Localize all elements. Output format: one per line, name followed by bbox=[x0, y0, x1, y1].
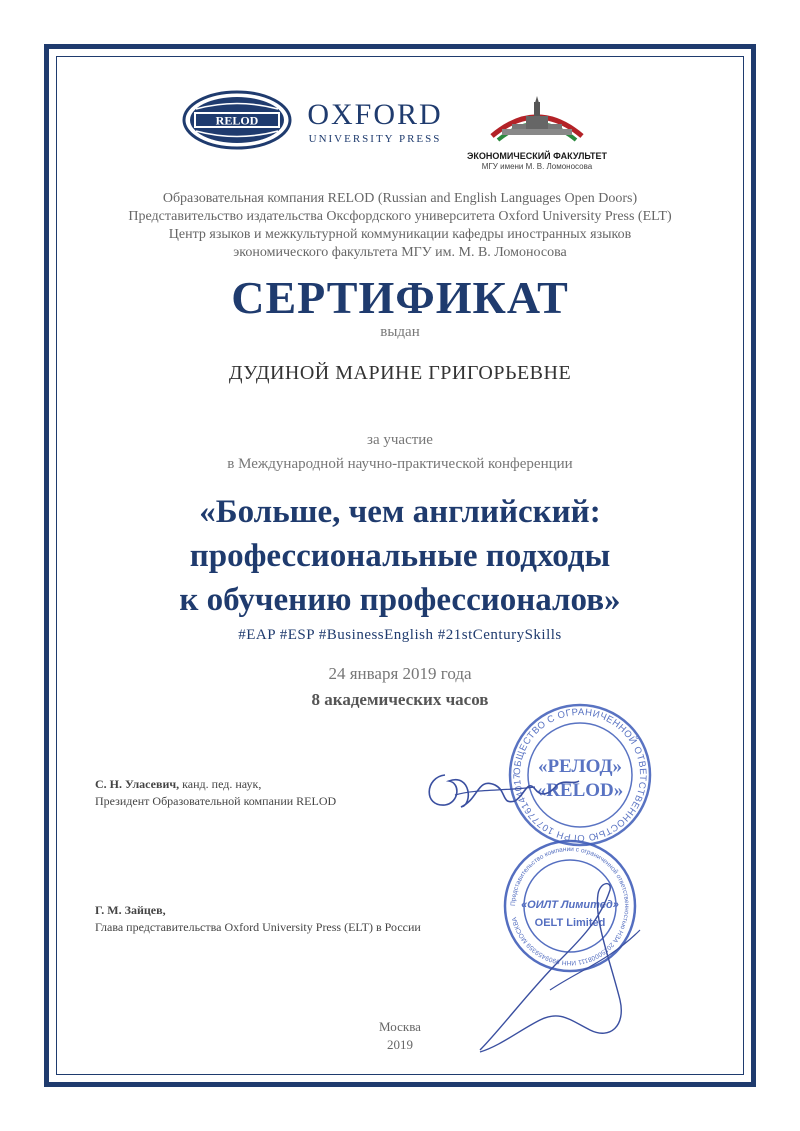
signatory-1 bbox=[95, 776, 336, 810]
relod-logo bbox=[182, 90, 292, 155]
signatory-1-degree: канд. пед. наук, bbox=[179, 777, 262, 791]
footer-year: 2019 bbox=[387, 1037, 413, 1052]
signatory-1-name: С. Н. Уласевич, bbox=[95, 777, 180, 791]
signatory-2 bbox=[95, 902, 421, 936]
conference-title-line-3: к обучению профессионалов» bbox=[179, 582, 621, 618]
oxford-logo bbox=[300, 100, 450, 145]
oelt-stamp-line-2: OELT Limited bbox=[534, 917, 606, 929]
recipient-name: ДУДИНОЙ МАРИНЕ ГРИГОРЬЕВНЕ bbox=[228, 362, 572, 384]
oxford-logo-sub: UNIVERSITY PRESS bbox=[308, 133, 442, 145]
issuer-line-2: Представительство издательства Оксфордского университета Oxford University Press (ELT) bbox=[128, 209, 672, 224]
academic-hours: 8 академических часов bbox=[311, 690, 489, 709]
signatory-2-role: Глава представительства Oxford University Press (ELT) в России bbox=[95, 920, 421, 934]
conference-title bbox=[60, 490, 740, 622]
relod-stamp-ring: ОБЩЕСТВО С ОГРАНИЧЕННОЙ ОТВЕТСТВЕННОСТЬЮ ОГРН 107776144017 bbox=[511, 706, 649, 844]
econ-faculty-title: ЭКОНОМИЧЕСКИЙ ФАКУЛЬТЕТ bbox=[467, 151, 607, 161]
issuers-text bbox=[60, 190, 740, 262]
issuer-line-1: Образовательная компания RELOD (Russian and English Languages Open Doors) bbox=[162, 191, 638, 206]
signatory-1-role: Президент Образовательной компании RELOD bbox=[95, 794, 337, 808]
event-date: 24 января 2019 года bbox=[328, 664, 472, 683]
issued-label: выдан bbox=[380, 324, 420, 340]
signatory-2-name: Г. М. Зайцев, bbox=[95, 903, 166, 917]
econ-faculty-logo bbox=[462, 96, 612, 171]
relod-stamp-line-2: «RELOD» bbox=[536, 780, 624, 801]
oelt-stamp-line-1: «ОИЛТ Лимитед» bbox=[521, 899, 619, 911]
footer-city: Москва bbox=[379, 1019, 421, 1034]
issuer-line-3: Центр языков и межкультурной коммуникации кафедры иностранных языков bbox=[168, 227, 632, 242]
relod-stamp-line-1: «РЕЛОД» bbox=[537, 756, 623, 777]
hashtags: #EAP #ESP #BusinessEnglish #21stCenturySkills bbox=[238, 627, 562, 643]
participation-text bbox=[60, 428, 740, 476]
conference-type: в Международной научно-практической конференции bbox=[227, 456, 573, 472]
relod-logo-text: RELOD bbox=[215, 113, 259, 128]
econ-faculty-subtitle: МГУ имени М. В. Ломоносова bbox=[481, 162, 593, 171]
conference-title-line-1: «Больше, чем английский: bbox=[199, 494, 601, 530]
certificate-title: СЕРТИФИКАТ bbox=[231, 272, 569, 323]
msu-building-icon bbox=[482, 96, 592, 144]
footer bbox=[60, 1018, 740, 1054]
oelt-stamp-ring: Представительство компании с ограниченной ответственностью НЗА 20150008111 ИНН 9909459359 МОСКВА bbox=[509, 845, 631, 967]
conference-title-line-2: профессиональные подходы bbox=[189, 538, 611, 574]
issuer-line-4: экономического факультета МГУ им. М. В. Ломоносова bbox=[233, 245, 567, 260]
for-participation: за участие bbox=[367, 432, 433, 448]
oxford-logo-main: OXFORD bbox=[307, 98, 443, 131]
signature-1 bbox=[415, 755, 585, 830]
